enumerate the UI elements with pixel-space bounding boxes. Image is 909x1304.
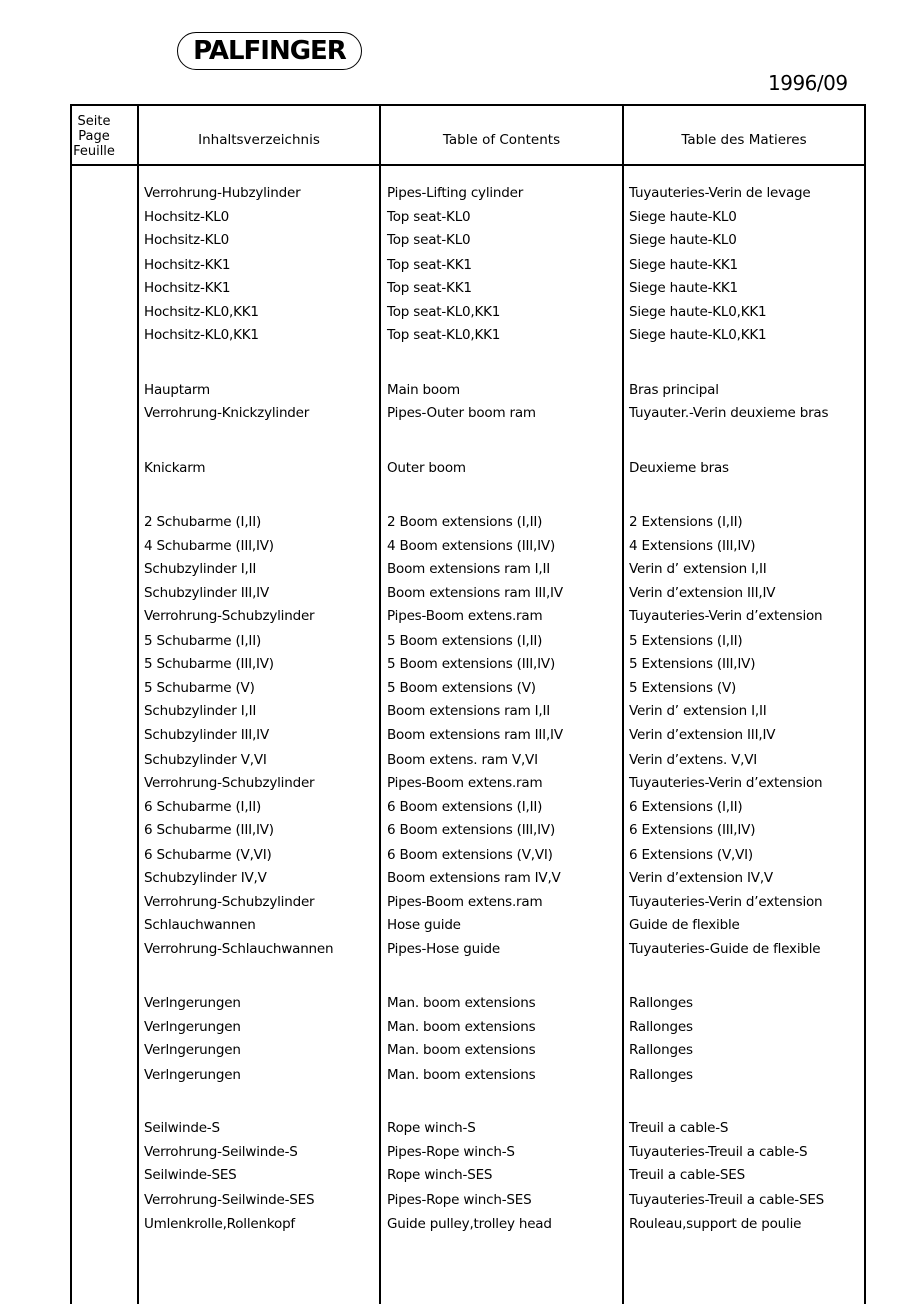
header-divider (70, 164, 866, 166)
table-cell-de: Verlngerungen (144, 1042, 241, 1058)
table-cell-fr: 5 Extensions (I,II) (629, 633, 743, 649)
table-cell-en: Pipes-Outer boom ram (387, 405, 536, 421)
table-cell-en: Boom extens. ram V,VI (387, 752, 538, 768)
table-cell-de: 4 Schubarme (III,IV) (144, 538, 274, 554)
table-cell-de: Verrohrung-Seilwinde-SES (144, 1192, 315, 1208)
table-cell-en: Man. boom extensions (387, 1019, 536, 1035)
table-cell-en: 6 Boom extensions (V,VI) (387, 847, 553, 863)
table-cell-fr: Siege haute-KK1 (629, 257, 738, 273)
table-cell-fr: Tuyauteries-Verin d’extension (629, 608, 823, 624)
table-cell-en: 2 Boom extensions (I,II) (387, 514, 543, 530)
table-cell-fr: 6 Extensions (I,II) (629, 799, 743, 815)
table-cell-fr: Treuil a cable-SES (629, 1167, 745, 1183)
header-page-label-fr: Feuille (73, 144, 115, 159)
table-cell-de: Schubzylinder I,II (144, 703, 257, 719)
table-cell-de: Verlngerungen (144, 1067, 241, 1083)
table-cell-en: Boom extensions ram I,II (387, 703, 551, 719)
table-cell-en: 5 Boom extensions (III,IV) (387, 656, 556, 672)
table-cell-en: Man. boom extensions (387, 1067, 536, 1083)
table-cell-de: Hauptarm (144, 382, 210, 398)
table-cell-fr: Rallonges (629, 1019, 693, 1035)
table-cell-fr: Verin d’extension III,IV (629, 585, 776, 601)
table-cell-de: 6 Schubarme (I,II) (144, 799, 262, 815)
table-cell-en: Pipes-Hose guide (387, 941, 500, 957)
table-cell-en: Pipes-Rope winch-S (387, 1144, 515, 1160)
table-cell-en: Boom extensions ram III,IV (387, 727, 563, 743)
table-cell-en: Top seat-KK1 (387, 257, 472, 273)
table-cell-de: Verrohrung-Seilwinde-S (144, 1144, 298, 1160)
table-cell-en: Hose guide (387, 917, 461, 933)
header-page-label-en: Page (78, 129, 110, 144)
table-cell-fr: Tuyauteries-Treuil a cable-SES (629, 1192, 825, 1208)
header-english: Table of Contents (442, 132, 561, 148)
table-cell-fr: Rallonges (629, 1042, 693, 1058)
table-cell-en: Man. boom extensions (387, 1042, 536, 1058)
table-cell-de: 6 Schubarme (III,IV) (144, 822, 274, 838)
table-cell-fr: Rallonges (629, 1067, 693, 1083)
table-cell-de: Verrohrung-Schlauchwannen (144, 941, 334, 957)
table-cell-en: Pipes-Boom extens.ram (387, 894, 543, 910)
column-divider-2 (379, 104, 381, 1304)
table-cell-de: Verrohrung-Hubzylinder (144, 185, 301, 201)
table-cell-fr: Rallonges (629, 995, 693, 1011)
table-cell-de: Verrohrung-Schubzylinder (144, 894, 315, 910)
table-cell-en: Top seat-KK1 (387, 280, 472, 296)
table-cell-de: Hochsitz-KL0 (144, 209, 229, 225)
table-cell-en: Main boom (387, 382, 460, 398)
table-cell-fr: 5 Extensions (III,IV) (629, 656, 756, 672)
table-cell-en: 6 Boom extensions (III,IV) (387, 822, 556, 838)
table-cell-fr: 5 Extensions (V) (629, 680, 737, 696)
table-cell-de: Knickarm (144, 460, 206, 476)
table-cell-de: Hochsitz-KK1 (144, 280, 231, 296)
table-cell-de: Verlngerungen (144, 1019, 241, 1035)
table-cell-en: Outer boom (387, 460, 466, 476)
table-cell-de: 5 Schubarme (I,II) (144, 633, 262, 649)
table-cell-en: 5 Boom extensions (V) (387, 680, 536, 696)
table-cell-fr: Siege haute-KL0,KK1 (629, 327, 767, 343)
table-cell-en: Boom extensions ram IV,V (387, 870, 561, 886)
table-cell-en: Top seat-KL0,KK1 (387, 304, 501, 320)
table-cell-de: Verlngerungen (144, 995, 241, 1011)
table-cell-fr: Bras principal (629, 382, 719, 398)
table-cell-de: Schubzylinder III,IV (144, 585, 269, 601)
document-date: 1996/09 (768, 71, 848, 95)
table-cell-de: Hochsitz-KL0,KK1 (144, 304, 259, 320)
header-page-label-de: Seite (77, 114, 111, 129)
table-cell-de: Schubzylinder IV,V (144, 870, 267, 886)
header-german: Inhaltsverzeichnis (198, 132, 320, 148)
table-cell-fr: Siege haute-KK1 (629, 280, 738, 296)
table-cell-fr: Siege haute-KL0,KK1 (629, 304, 767, 320)
header-page-column (72, 114, 116, 159)
table-cell-en: 5 Boom extensions (I,II) (387, 633, 543, 649)
table-cell-en: Rope winch-SES (387, 1167, 493, 1183)
table-cell-de: Seilwinde-S (144, 1120, 220, 1136)
table-cell-en: Top seat-KL0 (387, 209, 471, 225)
table-cell-fr: Deuxieme bras (629, 460, 729, 476)
header-french: Table des Matieres (681, 132, 807, 148)
column-divider-3 (622, 104, 624, 1304)
table-cell-de: Schlauchwannen (144, 917, 256, 933)
table-cell-de: Umlenkrolle,Rollenkopf (144, 1216, 295, 1232)
table-cell-fr: Verin d’extension IV,V (629, 870, 773, 886)
table-cell-de: Schubzylinder V,VI (144, 752, 267, 768)
table-cell-fr: Verin d’ extension I,II (629, 703, 767, 719)
table-cell-fr: Verin d’extension III,IV (629, 727, 776, 743)
table-cell-en: Top seat-KL0,KK1 (387, 327, 501, 343)
table-cell-fr: Tuyauteries-Verin d’extension (629, 894, 823, 910)
table-cell-fr: Tuyauteries-Verin d’extension (629, 775, 823, 791)
table-cell-en: Boom extensions ram I,II (387, 561, 551, 577)
table-cell-en: Pipes-Lifting cylinder (387, 185, 524, 201)
table-cell-de: 5 Schubarme (III,IV) (144, 656, 274, 672)
table-cell-en: Man. boom extensions (387, 995, 536, 1011)
table-cell-en: Rope winch-S (387, 1120, 476, 1136)
table-cell-fr: Tuyauter.-Verin deuxieme bras (629, 405, 829, 421)
table-cell-en: Pipes-Boom extens.ram (387, 775, 543, 791)
table-cell-en: 6 Boom extensions (I,II) (387, 799, 543, 815)
table-cell-fr: Siege haute-KL0 (629, 232, 737, 248)
table-cell-de: Hochsitz-KL0,KK1 (144, 327, 259, 343)
table-cell-fr: 6 Extensions (V,VI) (629, 847, 753, 863)
table-cell-fr: Guide de flexible (629, 917, 740, 933)
table-cell-de: 2 Schubarme (I,II) (144, 514, 262, 530)
table-cell-de: Verrohrung-Schubzylinder (144, 775, 315, 791)
table-cell-en: Guide pulley,trolley head (387, 1216, 552, 1232)
table-cell-de: Hochsitz-KK1 (144, 257, 231, 273)
table-cell-fr: Tuyauteries-Guide de flexible (629, 941, 821, 957)
table-cell-de: Seilwinde-SES (144, 1167, 237, 1183)
table-cell-de: 5 Schubarme (V) (144, 680, 255, 696)
table-cell-en: 4 Boom extensions (III,IV) (387, 538, 556, 554)
table-cell-fr: 6 Extensions (III,IV) (629, 822, 756, 838)
table-cell-de: Verrohrung-Knickzylinder (144, 405, 310, 421)
table-cell-en: Top seat-KL0 (387, 232, 471, 248)
table-cell-en: Boom extensions ram III,IV (387, 585, 563, 601)
table-cell-en: Pipes-Rope winch-SES (387, 1192, 532, 1208)
table-cell-fr: Treuil a cable-S (629, 1120, 729, 1136)
table-cell-fr: Siege haute-KL0 (629, 209, 737, 225)
table-cell-fr: Tuyauteries-Verin de levage (629, 185, 811, 201)
column-divider-1 (137, 104, 139, 1304)
table-cell-fr: Verin d’ extension I,II (629, 561, 767, 577)
table-cell-de: Schubzylinder III,IV (144, 727, 269, 743)
table-cell-de: 6 Schubarme (V,VI) (144, 847, 272, 863)
table-cell-fr: Tuyauteries-Treuil a cable-S (629, 1144, 808, 1160)
table-cell-de: Hochsitz-KL0 (144, 232, 229, 248)
table-cell-de: Schubzylinder I,II (144, 561, 257, 577)
palfinger-logo: PALFINGER (177, 32, 362, 70)
table-cell-fr: Rouleau,support de poulie (629, 1216, 802, 1232)
table-cell-fr: 2 Extensions (I,II) (629, 514, 743, 530)
table-cell-fr: 4 Extensions (III,IV) (629, 538, 756, 554)
table-cell-en: Pipes-Boom extens.ram (387, 608, 543, 624)
table-cell-fr: Verin d’extens. V,VI (629, 752, 758, 768)
table-cell-de: Verrohrung-Schubzylinder (144, 608, 315, 624)
